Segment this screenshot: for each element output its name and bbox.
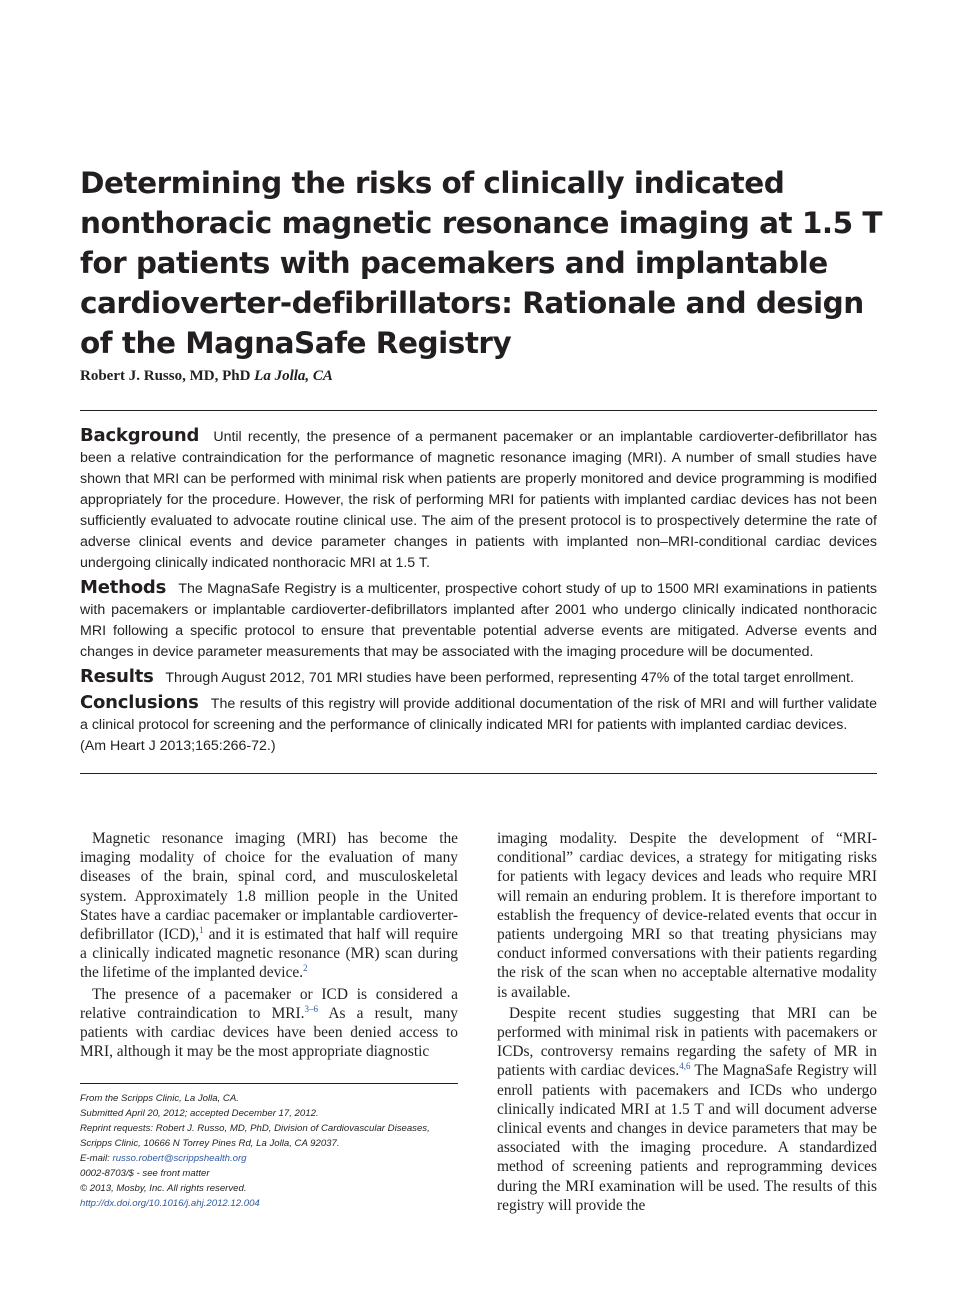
abstract-background [80,425,877,574]
body-text: Despite recent studies suggesting that MRI can be performed with minimal risk in patients with pacemakers or ICDs, controversy remains regarding the safety of MR in patients with cardiac devices. [497,1004,877,1080]
abstract [80,425,877,757]
reference-link[interactable]: 1 [199,924,204,935]
body-text: and it is estimated that half will require a clinically indicated magnetic resonance (MR) scan during the lifetime of the implanted device. [80,926,458,982]
journal-citation: (Am Heart J 2013;165:266-72.) [80,738,276,754]
email-label: E-mail: [80,1153,113,1164]
footnotes [80,1091,458,1211]
doi-link[interactable]: http://dx.doi.org/10.1016/j.ahj.2012.12.004 [80,1198,260,1209]
body-column-right [497,829,877,1217]
abstract-bottom-rule [80,773,877,774]
body-text: Magnetic resonance imaging (MRI) has become the imaging modality of choice for the evaluation of many diseases of the brain, spinal cord, and musculoskeletal system. Approximately 1.8 million people in the United States have a cardiac pacemaker or implantable cardioverter-defibrillator (ICD), [80,830,458,944]
reference-link[interactable]: 3–6 [304,1003,319,1014]
body-paragraph [80,985,458,1062]
abstract-heading-results: Results [80,666,154,687]
email-link[interactable]: russo.robert@scrippshealth.org [112,1153,247,1164]
footnote-rule [80,1083,458,1084]
body-text: The presence of a pacemaker or ICD is considered a relative contraindication to MRI. [80,985,458,1022]
abstract-results [80,666,877,689]
abstract-methods [80,577,877,663]
author-line [80,368,333,385]
abstract-conclusions [80,692,877,736]
body-paragraph [80,829,458,983]
article-title: Determining the risks of clinically indicated nonthoracic magnetic resonance imaging at 1.5 T for patients with pacemakers and implantable cardioverter-defibrillators: Rationale and design of the MagnaSafe Registry [80,166,883,360]
reference-link[interactable]: 4,6 [679,1061,691,1072]
body-column-left [80,829,458,1063]
reference-link[interactable]: 2 [303,963,308,974]
abstract-results-text: Through August 2012, 701 MRI studies have been performed, representing 47% of the total target enrollment. [165,670,854,686]
abstract-heading-methods: Methods [80,577,167,598]
footnote-reprint: Reprint requests: Robert J. Russo, MD, PhD, Division of Cardiovascular Diseases, Scripps Clinic, 10666 N Torrey Pines Rd, La Jolla, CA 92037. [80,1123,430,1149]
author-name: Robert J. Russo, MD, PhD [80,368,251,384]
footnote-issn: 0002-8703/$ - see front matter [80,1168,210,1179]
abstract-heading-conclusions: Conclusions [80,692,199,713]
abstract-methods-text: The MagnaSafe Registry is a multicenter, prospective cohort study of up to 1500 MRI examinations in patients with pacemakers or implantable cardioverter-defibrillators implanted after 2001 who undergo clinically indicated nonthoracic MRI following a specific protocol to ensure that preventable potential adverse events are mitigated. Adverse events and changes in device parameter measurements that may be associated with the imaging procedure will be documented. [80,581,878,660]
body-text: The MagnaSafe Registry will enroll patients with pacemakers and ICDs who undergo clinically indicated MRI at 1.5 T and will document adverse clinical events and changes in device parameters that may be associated with the imaging procedure. A standardized method of screening patients and reprogramming devices during the MRI examination will be used. The results of this registry will provide the [497,1062,877,1214]
footnote-affiliation: From the Scripps Clinic, La Jolla, CA. [80,1093,239,1104]
footnote-email-line [80,1151,458,1166]
footnote-dates: Submitted April 20, 2012; accepted December 17, 2012. [80,1108,319,1119]
abstract-background-text: Until recently, the presence of a permanent pacemaker or an implantable cardioverter-defibrillator has been a relative contraindication for the performance of magnetic resonance imaging (MRI). A number of small studies have shown that MRI can be performed with minimal risk when patients are properly monitored and device programming is modified appropriately for the procedure. However, the risk of performing MRI for patients with implanted cardiac devices has not been sufficiently evaluated to advocate routine clinical use. The aim of the present protocol is to prospectively determine the rate of adverse clinical events and device parameter changes in patients with implanted non–MRI-conditional cardiac devices undergoing clinically indicated nonthoracic MRI at 1.5 T. [80,429,877,571]
body-paragraph: imaging modality. Despite the development of “MRI-conditional” cardiac devices, a strategy for mitigating risks for patients with legacy devices and leads who require MRI will remain an enduring problem. It is therefore important to establish the frequency of device-related events that occur in patients undergoing MRI so that treating physicians may conduct informed conversations with their patients regarding the risk of the scan when no acceptable alternative modality is available. [497,830,877,1001]
abstract-conclusions-text: The results of this registry will provide additional documentation of the risk of MRI and will further validate a clinical protocol for screening and the performance of clinically indicated MRI for patients with implanted cardiac devices. [80,696,878,733]
abstract-top-rule [80,410,877,411]
author-location: La Jolla, CA [254,368,333,384]
abstract-heading-background: Background [80,425,200,446]
footnote-copyright: © 2013, Mosby, Inc. All rights reserved. [80,1183,247,1194]
body-text: As a result, many patients with cardiac devices have been denied access to MRI, although it may be the most appropriate diagnostic [80,1004,458,1061]
body-paragraph [497,1004,877,1215]
